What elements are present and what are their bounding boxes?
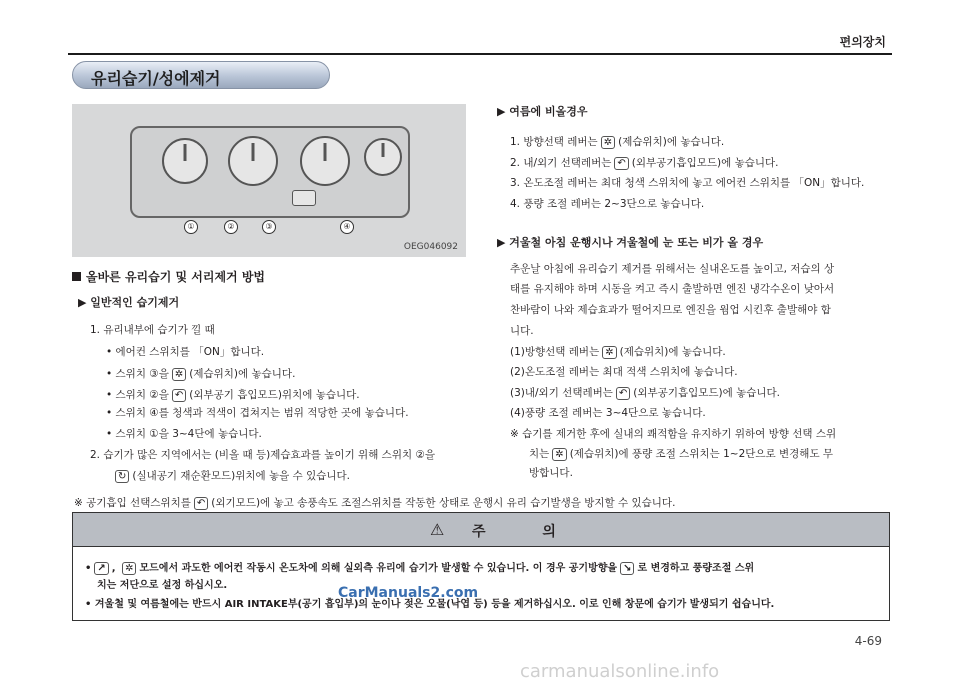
winter-step-4: (4)풍량 조절 레버는 3~4단으로 놓습니다. (510, 407, 706, 419)
left-line-8: ↻ (실내공기 재순환모드)위치에 놓을 수 있습니다. (112, 468, 350, 484)
winter-note-1: ※ 습기를 제거한 후에 실내의 쾌적함을 유지하기 위하여 방향 선택 스위 (510, 428, 837, 440)
left-line-7: 2. 습기가 많은 지역에서는 (비올 때 등)제습효과를 높이기 위해 스위치 ②을 (90, 449, 436, 461)
floor-mode-icon: ↘ (620, 562, 634, 575)
right-sub-winter: ▶ 겨울철 아침 운행시나 겨울철에 눈 또는 비가 올 경우 (497, 236, 764, 249)
ac-button (292, 190, 316, 206)
footer-watermark: carmanualsonline.info (520, 661, 720, 682)
winter-step-3: (3)내/외기 선택레버는 ↶ (외부공기흡입모드)에 놓습니다. (510, 387, 781, 399)
warning-triangle-icon: ⚠ (430, 520, 445, 539)
fresh-air-icon: ↶ (172, 389, 186, 402)
fan-speed-knob (162, 138, 208, 184)
summer-step-2: 2. 내/외기 선택레버는 ↶ (외부공기흡입모드)에 놓습니다. (510, 157, 779, 169)
defrost-mode-icon: ✲ (172, 368, 186, 381)
fresh-air-icon: ↶ (614, 157, 628, 170)
callout-1: ① (184, 220, 198, 234)
page-title-pill (72, 61, 330, 89)
caution-bullet-1: • ↗ , ✲ 모드에서 과도한 에어컨 작동시 온도차에 의해 실외측 유리에 습기가 발생할 수 있습니다. 이 경우 공기방향을 ↘ 로 변경하고 풍량조절 스위 (85, 563, 755, 574)
fresh-air-icon: ↶ (194, 497, 208, 510)
page-number: 4-69 (854, 634, 882, 648)
watermark-carmanuals2: CarManuals2.com (338, 585, 479, 601)
caution-bullet-2: • 겨울철 및 여름철에는 반드시 AIR INTAKE부(공기 흡입부)의 눈이나 젖은 오물(낙엽 등) 등을 제거하십시오. 이로 인해 창문에 습기가 발생되기 쉽습니다. (85, 599, 775, 610)
left-line-4: • 스위치 ②을 ↶ (외부공기 흡입모드)위치에 놓습니다. (106, 389, 360, 401)
right-sub-summer: ▶ 여름에 비올경우 (497, 105, 588, 118)
footnote: ※ 공기흡입 선택스위치를 ↶ (외기모드)에 놓고 송풍속도 조절스위치를 작동한 상태로 운행시 유리 습기발생을 방지할 수 있습니다. (74, 497, 676, 509)
section-title: 편의장치 (839, 35, 886, 49)
defrost-mode-icon: ✲ (122, 562, 136, 575)
left-line-1: 1. 유리내부에 습기가 낄 때 (90, 324, 215, 336)
square-bullet-icon (72, 272, 81, 281)
temperature-knob (364, 138, 402, 176)
fresh-air-icon: ↶ (616, 387, 630, 400)
vent-mode-icon: ↗ (94, 562, 108, 575)
left-subheading: ▶ 일반적인 습기제거 (78, 296, 180, 309)
left-line-2: • 에어컨 스위치를 「ON」합니다. (106, 346, 265, 358)
left-line-6: • 스위치 ①을 3~4단에 놓습니다. (106, 428, 262, 440)
page-title: 유리습기/성에제거 (91, 69, 221, 88)
caution-bullet-1-cont: 치는 저단으로 설정 하십시오. (97, 580, 228, 591)
left-line-3: • 스위치 ③을 ✲ (제습위치)에 놓습니다. (106, 368, 296, 380)
mode-knob (228, 136, 278, 186)
callout-3: ③ (262, 220, 276, 234)
defrost-mode-icon: ✲ (602, 346, 616, 359)
winter-para-3: 찬바람이 나와 제습효과가 떨어지므로 엔진을 웜업 시킨후 출발해야 합 (510, 304, 831, 316)
summer-step-4: 4. 풍량 조절 레버는 2~3단으로 놓습니다. (510, 198, 705, 210)
summer-step-3: 3. 온도조절 레버는 최대 청색 스위치에 놓고 에어컨 스위치를 「ON」합니다. (510, 177, 865, 189)
defrost-mode-icon: ✲ (552, 448, 566, 461)
hvac-control-figure (72, 104, 466, 257)
control-panel-illustration (130, 126, 410, 218)
winter-para-4: 니다. (510, 325, 534, 337)
winter-para-1: 추운날 아침에 유리습기 제거를 위해서는 실내온도를 높이고, 저습의 상 (510, 263, 835, 275)
caution-header (73, 513, 889, 547)
air-direction-knob (300, 136, 350, 186)
callout-4: ④ (340, 220, 354, 234)
header-rule (68, 53, 892, 55)
winter-note-2: 치는 ✲ (제습위치)에 풍량 조절 스위치는 1~2단으로 변경해도 무 (529, 448, 834, 460)
callout-2: ② (224, 220, 238, 234)
winter-step-2: (2)온도조절 레버는 최대 적색 스위치에 놓습니다. (510, 366, 738, 378)
defrost-mode-icon: ✲ (601, 136, 615, 149)
summer-step-1: 1. 방향선택 레버는 ✲ (제습위치)에 놓습니다. (510, 136, 725, 148)
figure-code: OEG046092 (403, 242, 458, 252)
winter-para-2: 태를 유지해야 하며 시동을 켜고 즉시 출발하면 엔진 냉각수온이 낮아서 (510, 283, 835, 295)
winter-step-1: (1)방향선택 레버는 ✲ (제습위치)에 놓습니다. (510, 346, 726, 358)
winter-note-3: 방합니다. (529, 467, 573, 479)
recirculation-icon: ↻ (115, 470, 129, 483)
caution-label: 주 의 (472, 524, 582, 540)
caution-box (72, 512, 890, 621)
left-line-5: • 스위치 ④를 청색과 적색이 겹쳐지는 범위 적당한 곳에 놓습니다. (106, 407, 409, 419)
left-heading: 올바른 유리습기 및 서리제거 방법 (72, 269, 265, 285)
